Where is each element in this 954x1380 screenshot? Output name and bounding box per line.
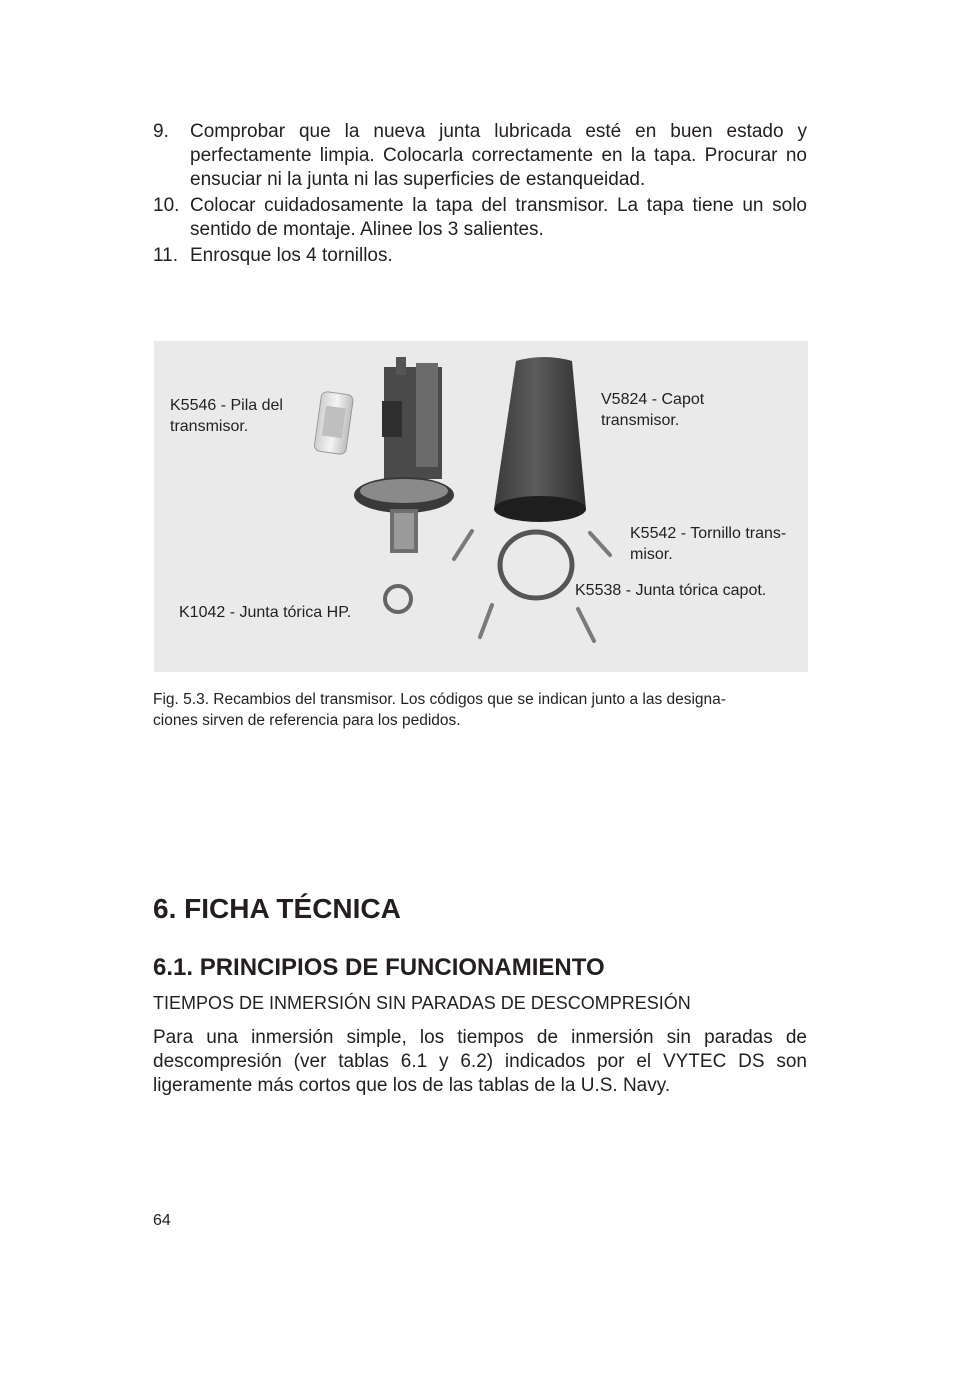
callout-line: K5542 - Tornillo trans- bbox=[630, 525, 787, 542]
callout-line: misor. bbox=[630, 546, 673, 563]
callout-line: transmisor. bbox=[170, 418, 249, 435]
battery-part bbox=[314, 391, 354, 455]
caption-line: ciones sirven de referencia para los pedidos. bbox=[153, 712, 461, 729]
step-text: Comprobar que la nueva junta lubricada esté en buen estado y perfectamente limpia. Colocarla correctamente en la tapa. Procurar no ensuciar ni la junta ni las superficies de estanqueidad. bbox=[190, 121, 807, 190]
screw-callout bbox=[630, 523, 786, 565]
cap-oring-part bbox=[500, 532, 572, 598]
step-10 bbox=[153, 194, 807, 242]
instruction-steps bbox=[153, 120, 807, 270]
hp-oring-callout: K1042 - Junta tórica HP. bbox=[179, 604, 352, 621]
body-paragraph: Para una inmersión simple, los tiempos de inmersión sin paradas de descompresión (ver tablas 6.1 y 6.2) indicados por el VYTEC DS son ligeramente más cortos que los de las tablas de la U.S. Navy. bbox=[153, 1027, 807, 1096]
step-11 bbox=[153, 244, 807, 268]
section-title: 6. FICHA TÉCNICA bbox=[153, 893, 401, 924]
subheading: TIEMPOS DE INMERSIÓN SIN PARADAS DE DESCOMPRESIÓN bbox=[153, 993, 691, 1013]
step-number: 9. bbox=[153, 121, 169, 142]
figure-caption bbox=[153, 689, 807, 731]
step-text: Colocar cuidadosamente la tapa del transmisor. La tapa tiene un solo sentido de montaje. Alinee los 3 salientes. bbox=[190, 195, 807, 240]
callout-line: transmisor. bbox=[601, 412, 680, 429]
hp-oring-part bbox=[385, 586, 411, 612]
cap-oring-callout: K5538 - Junta tórica capot. bbox=[575, 582, 767, 599]
battery-callout bbox=[170, 395, 283, 437]
cap-callout bbox=[601, 389, 704, 431]
caption-line: Fig. 5.3. Recambios del transmisor. Los códigos que se indican junto a las designa- bbox=[153, 691, 726, 708]
transmitter-parts-photo bbox=[154, 341, 808, 672]
step-number: 11. bbox=[153, 245, 179, 266]
step-9 bbox=[153, 120, 807, 192]
cap-part bbox=[494, 357, 586, 522]
step-number: 10. bbox=[153, 195, 180, 216]
page-number: 64 bbox=[153, 1212, 171, 1229]
callout-line: V5824 - Capot bbox=[601, 391, 705, 408]
transmitter-electronics-part bbox=[354, 357, 454, 553]
step-text: Enrosque los 4 tornillos. bbox=[190, 245, 393, 266]
callout-line: K5546 - Pila del bbox=[170, 397, 283, 414]
subsection-title: 6.1. PRINCIPIOS DE FUNCIONAMIENTO bbox=[153, 954, 605, 981]
